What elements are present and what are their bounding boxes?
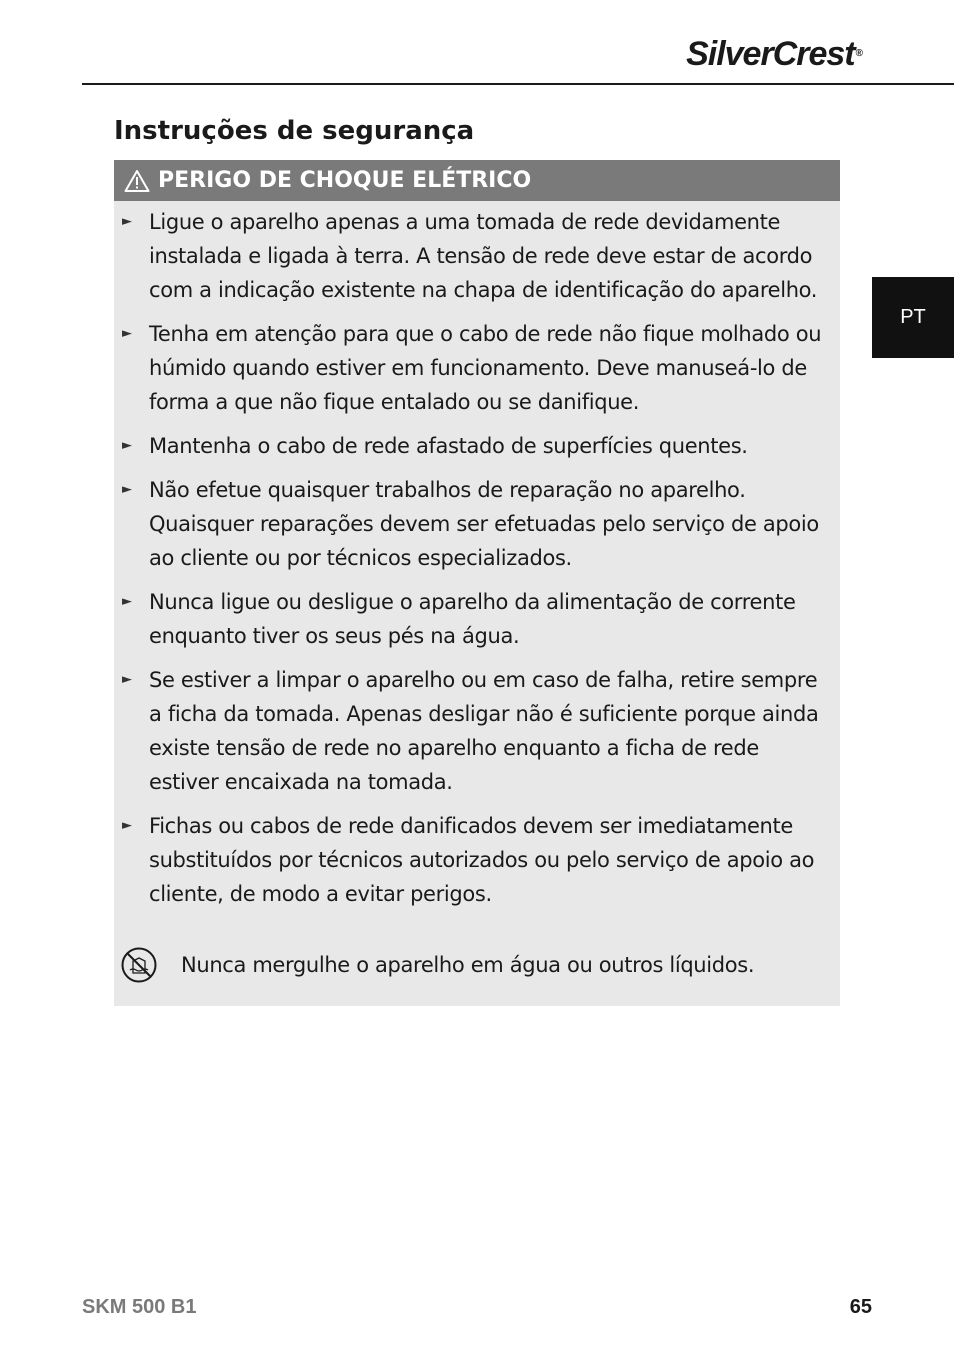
list-item xyxy=(114,585,840,653)
list-item xyxy=(114,429,840,463)
language-tab-label: PT xyxy=(900,306,926,328)
bullet-arrow-icon: ► xyxy=(122,672,132,687)
bullet-arrow-icon: ► xyxy=(122,214,132,229)
list-item xyxy=(114,809,840,911)
page-title: Instruções de segurança xyxy=(114,116,475,146)
list-item xyxy=(114,317,840,419)
warning-triangle-icon xyxy=(124,169,150,193)
list-item-text: Não efetue quaisquer trabalhos de reparação no aparelho. Quaisquer reparações devem ser efetuadas pelo serviço de apoio ao cliente ou por técnicos especializados. xyxy=(149,478,819,570)
list-item-text: Nunca ligue ou desligue o aparelho da alimentação de corrente enquanto tiver os seus pés na água. xyxy=(149,590,796,648)
list-item xyxy=(114,663,840,799)
list-item-text: Mantenha o cabo de rede afastado de superfícies quentes. xyxy=(149,434,748,458)
warning-heading-bar xyxy=(114,160,840,201)
list-item xyxy=(114,205,840,307)
header-divider xyxy=(82,83,954,85)
page-number: 65 xyxy=(849,1296,872,1318)
list-item-text: Fichas ou cabos de rede danificados devem ser imediatamente substituídos por técnicos autorizados ou pelo serviço de apoio ao cliente, de modo a evitar perigos. xyxy=(149,814,815,906)
list-item-text: Se estiver a limpar o aparelho ou em caso de falha, retire sempre a ficha da tomada. Apenas desligar não é suficiente porque ainda existe tensão de rede no aparelho enquanto a ficha de rede estiver encaixada na tomada. xyxy=(149,668,819,794)
no-immersion-icon xyxy=(120,946,158,984)
footer-model: SKM 500 B1 xyxy=(82,1296,197,1318)
warning-list xyxy=(114,201,840,911)
bullet-arrow-icon: ► xyxy=(122,482,132,497)
bullet-arrow-icon: ► xyxy=(122,326,132,341)
list-item-text: Ligue o aparelho apenas a uma tomada de rede devidamente instalada e ligada à terra. A tensão de rede deve estar de acordo com a indicação existente na chapa de identificação do aparelho. xyxy=(149,210,818,302)
warning-heading: PERIGO DE CHOQUE ELÉTRICO xyxy=(158,168,532,193)
list-item xyxy=(114,473,840,575)
language-tab xyxy=(872,277,954,358)
brand-name: SilverCrest xyxy=(686,35,855,73)
bullet-arrow-icon: ► xyxy=(122,594,132,609)
bullet-arrow-icon: ► xyxy=(122,438,132,453)
immersion-note-text: Nunca mergulhe o aparelho em água ou outros líquidos. xyxy=(181,953,755,977)
bullet-arrow-icon: ► xyxy=(122,818,132,833)
immersion-note xyxy=(120,946,754,984)
brand-logo xyxy=(686,34,862,74)
registered-mark: ® xyxy=(855,48,862,59)
safety-warning-box xyxy=(114,160,840,1006)
list-item-text: Tenha em atenção para que o cabo de rede não fique molhado ou húmido quando estiver em funcionamento. Deve manuseá-lo de forma a que não fique entalado ou se danifique. xyxy=(149,322,822,414)
